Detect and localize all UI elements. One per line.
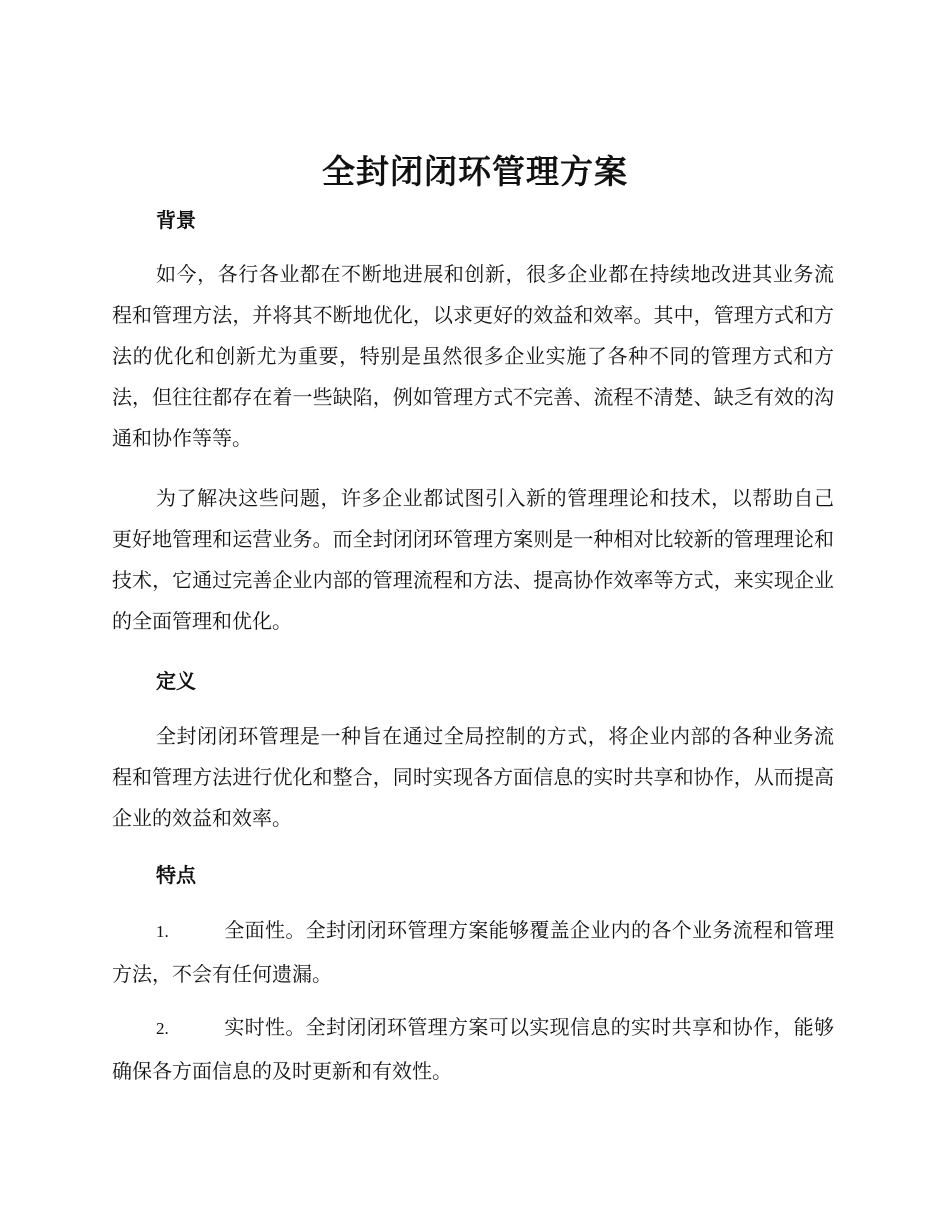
background-paragraph-2: 为了解决这些问题，许多企业都试图引入新的管理理论和技术，以帮助自己更好地管理和运营业务。而全封闭闭环管理方案则是一种相对比较新的管理理论和技术，它通过完善企业内部的管理流程和方法、提高协作效率等方式，来实现企业的全面管理和优化。: [112, 486, 834, 633]
section-heading-features: 特点: [156, 863, 196, 887]
background-paragraph-1: 如今，各行各业都在不断地进展和创新，很多企业都在持续地改进其业务流程和管理方法，并将其不断地优化，以求更好的效益和效率。其中，管理方式和方法的优化和创新尤为重要，特别是虽然很多企业实施了各种不同的管理方式和方法，但往往都存在着一些缺陷，例如管理方式不完善、流程不清楚、缺乏有效的沟通和协作等等。: [112, 262, 834, 450]
definition-paragraph: 全封闭闭环管理是一种旨在通过全局控制的方式，将企业内部的各种业务流程和管理方法进行优化和整合，同时实现各方面信息的实时共享和协作，从而提高企业的效益和效率。: [112, 724, 834, 830]
list-item-text: 全面性。全封闭闭环管理方案能够覆盖企业内的各个业务流程和管理方法，不会有任何遗漏。: [112, 918, 834, 986]
feature-list-item: [112, 1006, 834, 1093]
feature-list-item: [112, 909, 834, 996]
section-heading-definition: 定义: [156, 669, 196, 693]
list-item-number: 2.: [156, 1019, 169, 1038]
document-title: 全封闭闭环管理方案: [322, 152, 628, 191]
list-item-text: 实时性。全封闭闭环管理方案可以实现信息的实时共享和协作，能够确保各方面信息的及时更新和有效性。: [112, 1015, 834, 1083]
list-item-number: 1.: [156, 922, 169, 941]
section-heading-background: 背景: [156, 208, 196, 232]
